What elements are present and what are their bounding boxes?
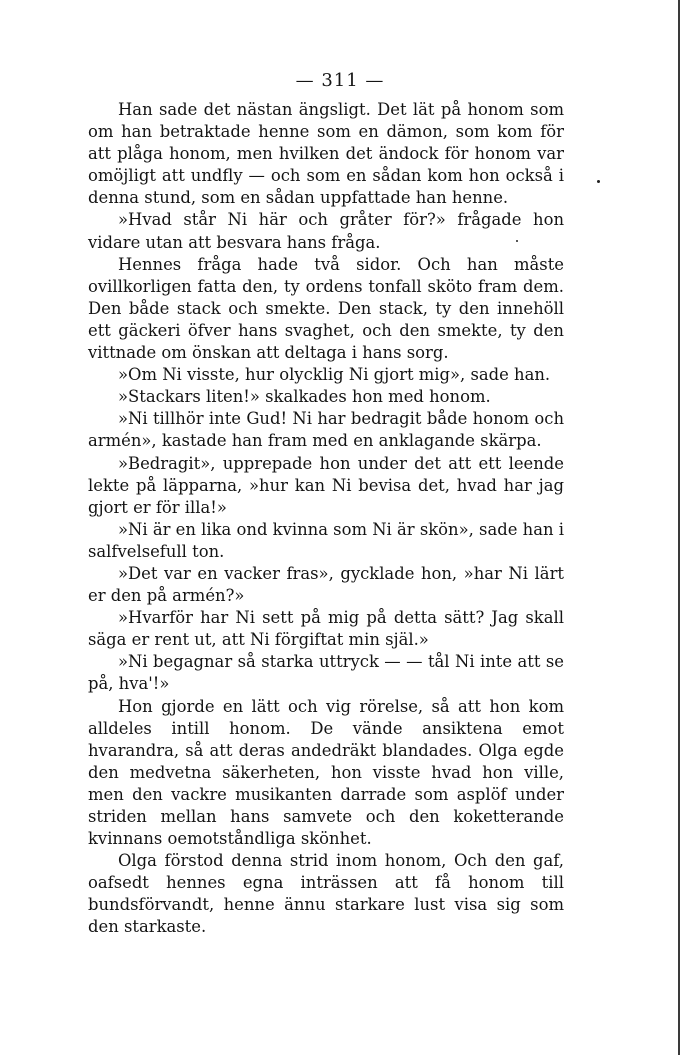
paragraph: »Ni begagnar så starka uttryck — — tål Ni inte att se på, hva'!»	[88, 652, 564, 694]
paragraph: »Hvad står Ni här och gråter för?» frågade hon vidare utan att besvara hans fråga.	[88, 210, 564, 252]
paragraph: »Bedragit», upprepade hon under det att ett leende lekte på läpparna, »hur kan Ni bevisa det, hvad har jag gjort er för illa!»	[88, 453, 564, 517]
ink-speck	[516, 240, 518, 242]
paragraph: Olga förstod denna strid inom honom, Och den gaf, oafsedt hennes egna inträssen att få honom till bundsförvandt, henne ännu starkare lust visa sig som den starkaste.	[88, 851, 564, 937]
paragraph: »Det var en vacker fras», gycklade hon, »har Ni lärt er den på armén?»	[88, 563, 564, 606]
paragraph: »Ni är en lika ond kvinna som Ni är skön», sade han i salfvelsefull ton.	[88, 519, 564, 561]
ink-speck	[597, 180, 600, 183]
paragraph: »Hvarför har Ni sett på mig på detta sätt? Jag skall säga er rent ut, att Ni förgiftat min själ.»	[88, 608, 564, 650]
paragraph: »Om Ni visste, hur olycklig Ni gjort mig», sade han.	[118, 365, 551, 385]
paragraph: »Stackars liten!» skalkades hon med honom.	[118, 387, 491, 407]
paragraph: Hennes fråga hade två sidor. Och han måste ovillkorligen fatta den, ty ordens tonfall sköto fram dem. Den både stack och smekte. Den stack, ty den innehöll ett gäckeri öfver hans svaghet, och den smekte, ty den vittnade om önskan att deltaga i hans sorg.	[88, 254, 564, 363]
body-text	[88, 99, 564, 939]
page-number: — 311 —	[295, 70, 385, 91]
paragraph: »Ni tillhör inte Gud! Ni har bedragit både honom och armén», kastade han fram med en anklagande skärpa.	[88, 409, 564, 451]
paragraph: Hon gjorde en lätt och vig rörelse, så att hon kom alldeles intill honom. De vände ansiktena emot hvarandra, så att deras andedräkt blandades. Olga egde den medvetna säkerheten, hon visste hvad hon ville, men den vackre musikanten darrade som asplöf under striden mellan hans samvete och den koketterande kvinnans oemotståndliga skönhet.	[88, 696, 564, 849]
paragraph: Han sade det nästan ängsligt. Det lät på honom som om han betraktade henne som en dämon, som kom för att plåga honom, men hvilken det ändock för honom var omöjligt att undfly — och som en sådan kom hon också i denna stund, som en sådan uppfattade han henne.	[88, 100, 564, 208]
